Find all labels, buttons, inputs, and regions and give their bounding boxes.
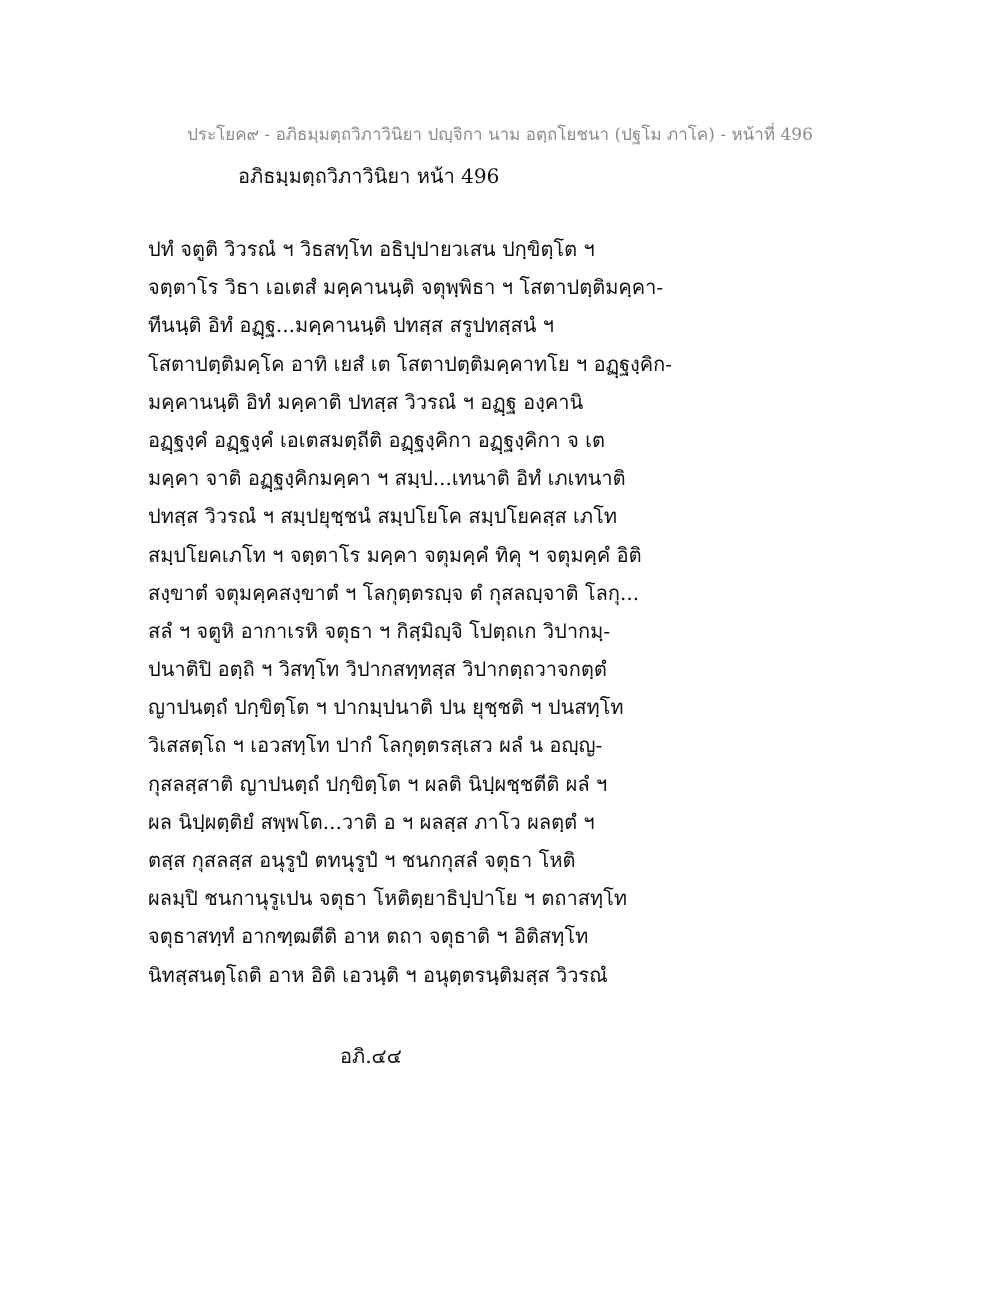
text-line: ปทสฺส วิวรณํ ฯ สมฺปยุชฺชนํ สมฺปโยโค สมฺปโยคสฺส เภโท (148, 504, 618, 529)
text-line: โสตาปตฺติมคฺโค อาทิ เยสํ เต โสตาปตฺติมคฺคาทโย ฯ อฏฺฐงฺคิก- (148, 351, 673, 376)
text-line: ผลมฺปิ ชนกานุรูเปน จตุธา โหติตฺยาธิปฺปาโย ฯ ตถาสทฺโท (148, 886, 628, 911)
signature-mark: อภิ.๔๔ (340, 1044, 402, 1068)
text-line: วิเสสตฺโถ ฯ เอวสทฺโท ปากํ โลกุตฺตรสฺเสว ผลํ น อญฺญ- (148, 733, 603, 758)
text-line: จตุธาสทฺทํ อากฑฺฒตีติ อาห ตถา จตุธาติ ฯ อิติสทฺโท (148, 924, 589, 949)
text-line: ปนาติปิ อตฺถิ ฯ วิสทฺโท วิปากสทฺทสฺส วิปากตฺถวาจกตฺตํ (148, 657, 607, 682)
text-line: สลํ ฯ จตูหิ อากาเรหิ จตุธา ฯ กิสฺมิญฺจิ โปตฺถเก วิปากมฺ- (148, 618, 611, 643)
text-line: สมฺปโยคเภโท ฯ จตฺตาโร มคฺคา จตุมคฺคํ ทิคุ ฯ จตุมคฺคํ อิติ (148, 542, 642, 567)
running-header: ประโยค๙ - อภิธมฺมตฺถวิภาวินิยา ปญฺจิกา นาม อตฺถโยชนา (ปฐโม ภาโค) - หน้าที่ 496 (187, 125, 813, 145)
text-line: อฏฺฐงฺคํ อฏฺฐงฺคํ เอเตสมตฺถีติ อฏฺฐงฺคิกา อฏฺฐงฺคิกา จ เต (148, 427, 605, 452)
body-text (148, 230, 708, 994)
text-line: ปทํ จตูติ วิวรณํ ฯ วิธสทฺโท อธิปฺปายวเสน ปกฺขิตฺโต ฯ (148, 237, 595, 261)
text-line: จตฺตาโร วิธา เอเตสํ มคฺคานนฺติ จตุพฺพิธา ฯ โสตาปตฺติมคฺคา- (148, 275, 664, 300)
text-line: ตสฺส กุสลสฺส อนุรูปํ ตทนุรูปํ ฯ ชนกกุสลํ จตุธา โหติ (148, 848, 576, 872)
text-line: นิทสฺสนตฺโถติ อาห อิติ เอวนฺติ ฯ อนุตฺตรนฺติมสฺส วิวรณํ (148, 962, 608, 987)
text-line: มคฺคา จาติ อฏฺฐงฺคิกมคฺคา ฯ สมฺป...เทนาติ อิทํ เภเทนาติ (148, 466, 626, 491)
page-title: อภิธมฺมตฺถวิภาวินิยา หน้า 496 (238, 164, 500, 188)
text-line: มคฺคานนฺติ อิทํ มคฺคาติ ปทสฺส วิวรณํ ฯ อฏฺฐ องฺคานิ (148, 389, 584, 414)
text-line: สงฺขาตํ จตุมคฺคสงฺขาตํ ฯ โลกุตฺตรญฺจ ตํ กุสลญฺจาติ โลกุ... (148, 580, 640, 605)
text-line: กุสลสฺสาติ ญาปนตฺถํ ปกฺขิตฺโต ฯ ผลติ นิปฺผชฺชตีติ ผลํ ฯ (148, 771, 608, 796)
text-line: ทีนนฺติ อิทํ อฏฺฐ...มคฺคานนฺติ ปทสฺส สรูปทสฺสนํ ฯ (148, 313, 554, 338)
text-line: ผล นิปฺผตฺติยํ สพฺพโต...วาติ อ ฯ ผลสฺส ภาโว ผลตฺตํ ฯ (148, 809, 595, 834)
text-line: ญาปนตฺถํ ปกฺขิตฺโต ฯ ปากมฺปนาติ ปน ยุชฺชติ ฯ ปนสทฺโท (148, 695, 624, 720)
